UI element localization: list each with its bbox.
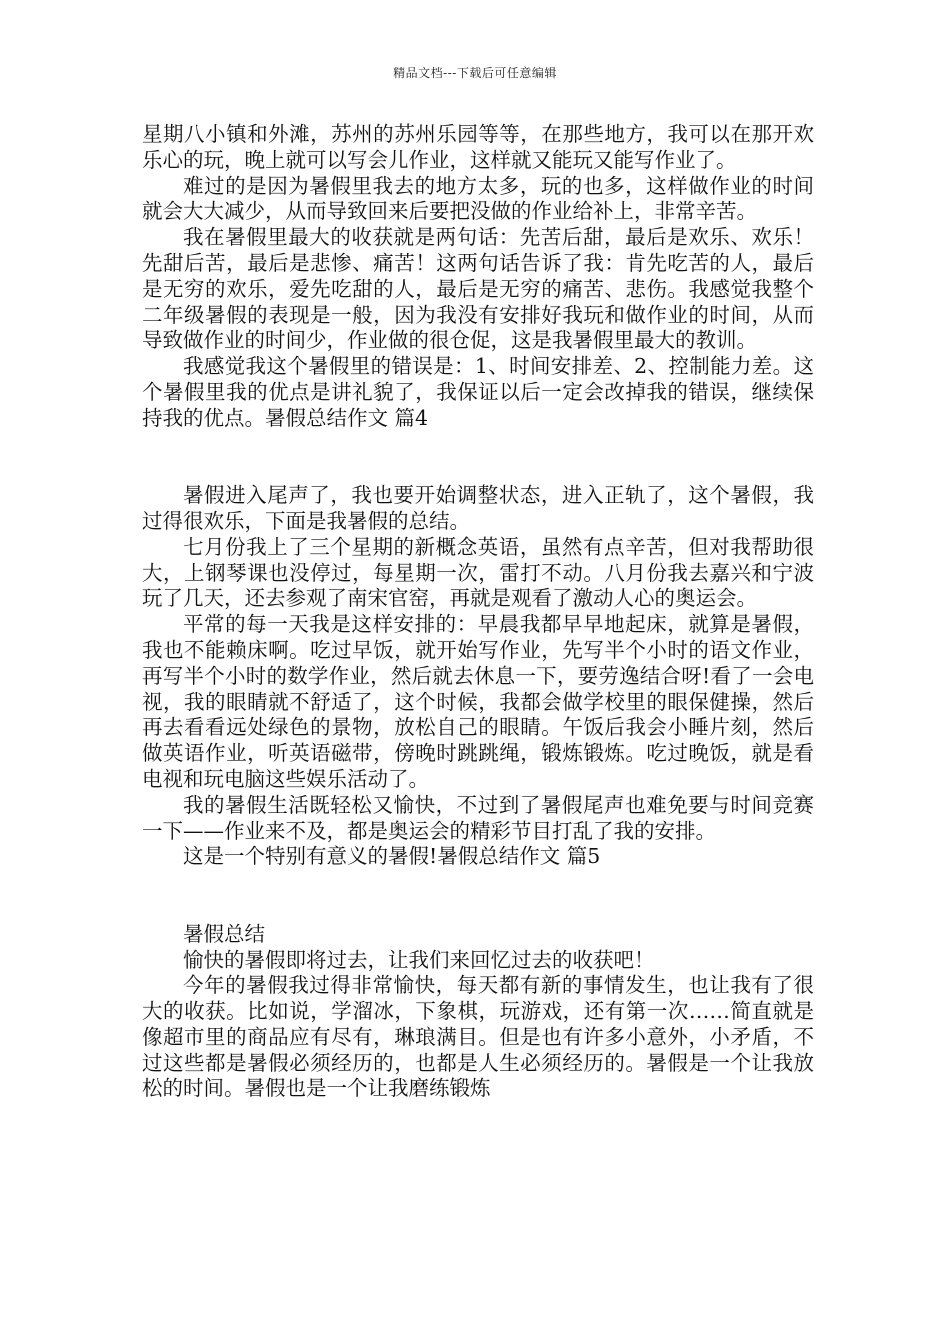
paragraph: 难过的是因为暑假里我去的地方太多，玩的也多，这样做作业的时间就会大大减少，从而导致回来后要把没做的作业给补上，非常辛苦。 xyxy=(142,173,814,224)
paragraph: 暑假进入尾声了，我也要开始调整状态，进入正轨了，这个暑假，我过得很欢乐，下面是我暑假的总结。 xyxy=(142,483,814,533)
paragraph: 今年的暑假我过得非常愉快，每天都有新的事情发生，也让我有了很大的收获。比如说，学溜冰，下象棋，玩游戏，还有第一次……简直就是像超市里的商品应有尽有，琳琅满目。但是也有许多小意外，小矛盾，不过这些都是暑假必须经历的，也都是人生必须经历的。暑假是一个让我放松的时间。暑假也是一个让我磨练锻炼 xyxy=(142,973,814,1101)
section-title: 暑假总结 xyxy=(183,921,265,946)
section-gap xyxy=(142,870,814,922)
paragraph: 平常的每一天我是这样安排的：早晨我都早早地起床，就算是暑假，我也不能赖床啊。吃过早饭，就开始写作业，先写半个小时的语文作业，再写半个小时的数学作业，然后就去休息一下，要劳逸结合呀!看了一会电视，我的眼睛就不舒适了，这个时候，我都会做学校里的眼保健操，然后再去看看远处绿色的景物，放松自己的眼睛。午饭后我会小睡片刻，然后做英语作业，听英语磁带，傍晚时跳跳绳，锻炼锻炼。吃过晚饭，就是看电视和玩电脑这些娱乐活动了。 xyxy=(142,612,814,791)
page-header: 精品文档---下载后可任意编辑 xyxy=(393,66,557,80)
paragraph: 七月份我上了三个星期的新概念英语，虽然有点辛苦，但对我帮助很大，上钢琴课也没停过，每星期一次，雷打不动。八月份我去嘉兴和宁波玩了几天，还去参观了南宋官窑，再就是观看了激动人心的奥运会。 xyxy=(142,534,814,611)
paragraph-continuation: 星期八小镇和外滩，苏州的苏州乐园等等，在那些地方，我可以在那开欢乐心的玩，晚上就可以写会儿作业，这样就又能玩又能写作业了。 xyxy=(142,122,814,172)
paragraph: 我感觉我这个暑假里的错误是：1、时间安排差、2、控制能力差。这个暑假里我的优点是讲礼貌了，我保证以后一定会改掉我的错误，继续保持我的优点。暑假总结作文 篇4 xyxy=(142,354,814,430)
paragraph: 我的暑假生活既轻松又愉快，不过到了暑假尾声也难免要与时间竞赛一下——作业来不及，都是奥运会的精彩节目打乱了我的安排。 xyxy=(142,792,814,843)
paragraph: 这是一个特别有意义的暑假!暑假总结作文 篇5 xyxy=(183,844,601,869)
document-body xyxy=(142,122,814,1102)
paragraph: 愉快的暑假即将过去，让我们来回忆过去的收获吧！ xyxy=(183,947,655,972)
paragraph: 我在暑假里最大的收获就是两句话：先苦后甜，最后是欢乐、欢乐！先甜后苦，最后是悲惨、痛苦！这两句话告诉了我：肯先吃苦的人，最后是无穷的欢乐，爱先吃甜的人，最后是无穷的痛苦、悲伤。我感觉我整个二年级暑假的表现是一般，因为我没有安排好我玩和做作业的时间，从而导致做作业的时间少，作业做的很仓促，这是我暑假里最大的教训。 xyxy=(142,225,814,353)
section-gap xyxy=(142,432,814,484)
